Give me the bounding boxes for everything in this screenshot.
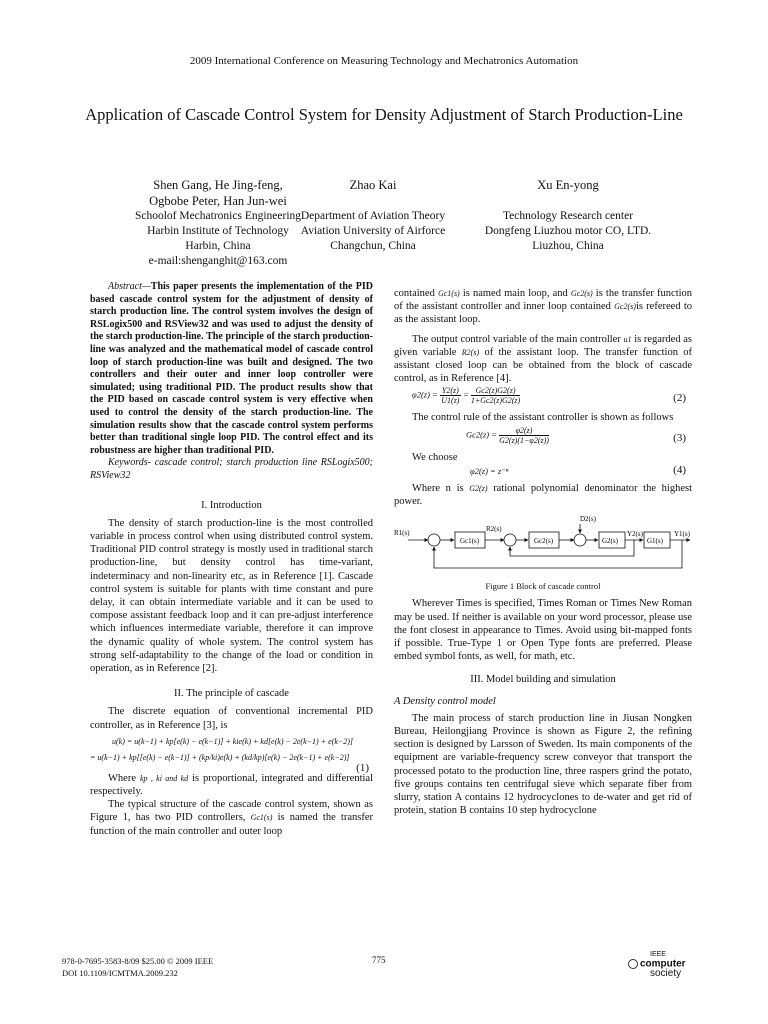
- footer-isbn: 978-0-7695-3583-8/09 $25.00 © 2009 IEEE: [62, 956, 214, 966]
- affiliation-line: Changchun, China: [330, 240, 416, 252]
- affiliation-line: Schoolof Mechatronics Engineering: [134, 210, 302, 222]
- abstract-label: Abstract—: [108, 281, 151, 292]
- author-email: e-mail:shenganghit@163.com: [148, 255, 288, 267]
- principle-paragraph-3: The typical structure of the cascade control system, shown as Figure 1, has two PID controllers, Gc1(s) is named the transfer function of the main controller and outer loop: [90, 799, 373, 837]
- diagram-label-gc1: Gc1(s): [460, 537, 480, 546]
- section-heading-introduction: I. Introduction: [201, 499, 262, 511]
- diagram-label-d2: D2(s): [580, 516, 596, 524]
- summing-junction-outer: [428, 534, 440, 546]
- diagram-label-gc2: Gc2(s): [534, 537, 554, 546]
- page-number: 775: [372, 955, 386, 965]
- equation-1-line-2: = u(k−1) + kp[[e(k) − e(k−1)] + (kp/ki)e(k) + (kd/kp)[e(k) − 2e(k−1) + e(k−2)]: [90, 752, 350, 762]
- right-paragraph-4: We choose: [412, 451, 458, 463]
- author-name: Ogbobe Peter, Han Jun-wei: [149, 194, 287, 208]
- right-column: [394, 287, 692, 817]
- paper-title: Application of Cascade Control System for Density Adjustment of Starch Production-Line: [85, 105, 683, 124]
- right-paragraph-3: The control rule of the assistant controller is shown as follows: [412, 412, 674, 424]
- section-heading-model: III. Model building and simulation: [470, 674, 616, 686]
- diagram-label-r1: R1(s): [394, 529, 410, 538]
- affiliation-line: Harbin Institute of Technology: [147, 225, 289, 237]
- right-paragraph-2: The output control variable of the main controller u1 is regarded as given variable R2(s) of the assistant loop. The transfer function of assistant closed loop can be obtained from the block of cascade control, as in Reference [4].: [394, 333, 693, 385]
- left-column: [90, 281, 373, 838]
- figure-caption: Figure 1 Block of cascade control: [485, 581, 601, 592]
- affiliation-line: Aviation University of Airforce: [300, 225, 446, 237]
- equation-1-line-1: u(k) = u(k−1) + kp[e(k) − e(k−1)] + kie(k) + kd[e(k) − 2e(k−1) + e(k−2)]: [112, 736, 354, 746]
- footer-doi: DOI 10.1109/ICMTMA.2009.232: [62, 968, 178, 978]
- model-paragraph: The main process of starch production line in Jiusan Nongken Bureau, Heilongjiang Province is shown as Figure 2, the refining section is designed by Larsson of Sweden. Its main components of the equipment are variable-frequency screw conveyor that transport the processed potato to the production line, three raspers grind the potato, five groups contains ten centrifugal sieve which separate fiber from slurry, station A contains 12 hydrocyclones to de-water and get rid of protein, station B contains 10 step hydrocyclone: [394, 712, 692, 817]
- equation-4-number: (4): [673, 463, 686, 476]
- equation-2-number: (2): [673, 392, 686, 405]
- summing-junction-disturbance: [574, 534, 586, 546]
- subsection-heading-density: A Density control model: [394, 695, 496, 707]
- author-name: Zhao Kai: [349, 178, 397, 192]
- affiliation-line: Harbin, China: [185, 240, 251, 252]
- footer-left: [62, 955, 213, 979]
- equation-4: φ2(z) = z⁻ⁿ (4): [470, 463, 686, 476]
- conference-header: 2009 International Conference on Measuring Technology and Mechatronics Automation: [189, 55, 579, 67]
- equation-2: φ2(z) = $\frac{Y2(z)}{U1(z)}$ = $\frac{Gc2(z)G2(z)}{1+Gc2(z)G2(z)}$ (2): [412, 386, 686, 406]
- author-name: Shen Gang, He Jing-feng,: [153, 178, 283, 192]
- author-name: Xu En-yong: [537, 178, 599, 192]
- diagram-label-r2: R2(s): [486, 525, 502, 534]
- equation-3: Gc2(z) = $\frac{\varphi 2(z)}{G2(z)(1-\varphi 2(z))}$ (3): [466, 425, 686, 445]
- equation-1-number: (1): [356, 761, 369, 774]
- right-paragraph-5: Where n is G2(z) rational polynomial denominator the highest power.: [394, 482, 693, 508]
- abstract-text: This paper presents the implementation of the PID based cascade control system for the adjustment of density of starch production line. The control system involves the design of RSLogix500 and RSView32 and was used to adjust the density of the starch production-line. The principle of the starch production-line was analyzed and the mathematical model of cascade control loop of starch production-line was built and designed. The two controllers and their outer and inner loop controller were simulated; using traditional PID. The product results show that the PID based on cascade control system is very effective when used to control the density of the starch production-line. The simulation results show that the cascade control system performs better than traditional single loop PID. The control effect and its robustness are higher than traditional PID.: [90, 281, 373, 456]
- diagram-label-g1: G1(s): [647, 537, 663, 546]
- equation-1: [90, 734, 373, 774]
- affiliation-line: Liuzhou, China: [532, 240, 604, 252]
- affiliation-line: Technology Research center: [502, 210, 634, 222]
- right-paragraph-6: Wherever Times is specified, Times Roman or Times New Roman may be used. If neither is available on your word processor, please use the font closest in appearance to Times. Avoid using bit-mapped fonts if possible. True-Type 1 or Open Type fonts are preferred. Please embed symbol fonts, as well, for math, etc.: [394, 598, 692, 663]
- affiliation-line: Dongfeng Liuzhou motor CO, LTD.: [484, 225, 652, 237]
- diagram-label-g2: G2(s): [602, 537, 618, 546]
- summing-junction-inner: [504, 534, 516, 546]
- equation-3-number: (3): [673, 431, 686, 444]
- diagram-label-y1: Y1(s): [674, 530, 690, 539]
- cascade-block-diagram: [394, 516, 692, 576]
- ieee-computer-society-logo: IEEE computer society: [628, 950, 708, 978]
- section-heading-principle: II. The principle of cascade: [174, 688, 289, 700]
- keywords: Keywords- cascade control; starch production line RSLogix500; RSView32: [90, 457, 373, 481]
- right-paragraph-1: contained Gc1(s) is named main loop, and Gc2(s) is the transfer function of the assistant controller and inner loop contained Gc2(s)is refereed to as the assistant loop.: [394, 288, 693, 326]
- affiliation-line: Department of Aviation Theory: [300, 210, 446, 222]
- principle-paragraph-2: Where kp , ki and kd is proportional, integrated and differential respectively.: [90, 772, 374, 797]
- intro-paragraph: The density of starch production-line is the most controlled variable in process control when using distributed control system. Traditional PID control strategy is mostly used in traditional starch production-line, but density control has time-variant, indeterminacy and non-linearity etc, as in Reference [1]. Cascade control system is suitable for plants with time constant and pure delay, it can obtain intermediate variable and it can be used to compose assistant feedback loop and it can pre-adjust interference which influences intermediate variable, therefore it can improve the dynamic quality of whole system. The control system has strong self-adaptability to the change of the load or condition in operation, as in Reference [2].: [90, 517, 373, 674]
- diagram-label-y2: Y2(s): [627, 530, 643, 539]
- principle-paragraph-1: The discrete equation of conventional incremental PID controller, as in Reference [3], is: [90, 706, 373, 731]
- abstract: [90, 281, 373, 457]
